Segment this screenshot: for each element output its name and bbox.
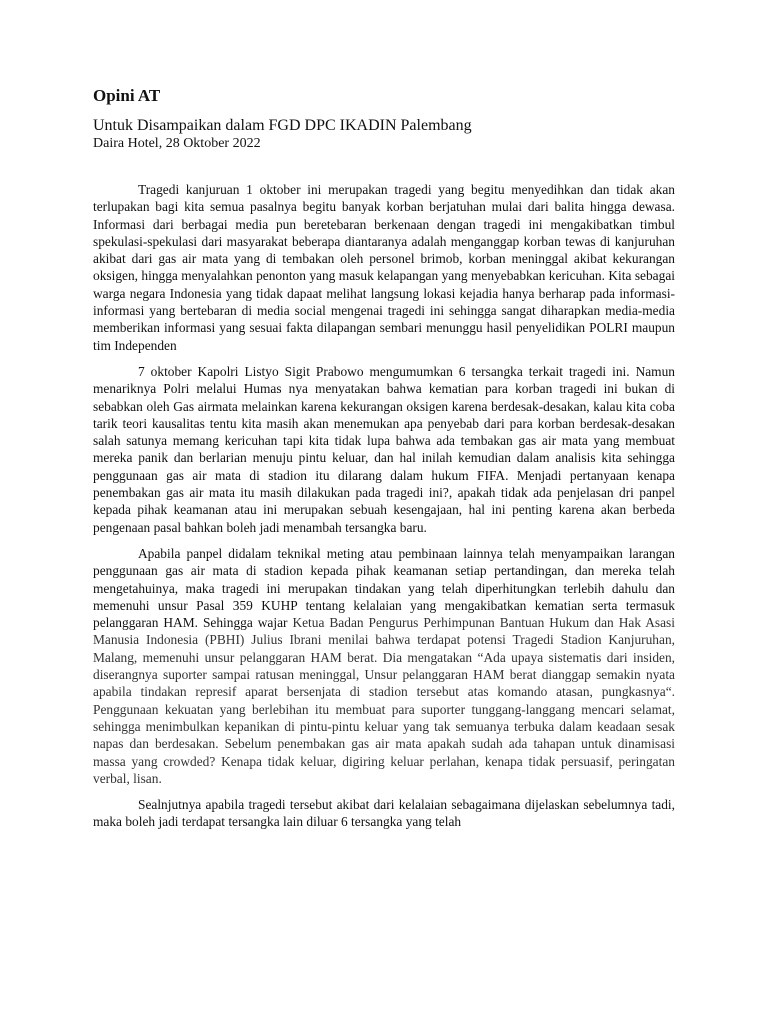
document-subtitle: Untuk Disampaikan dalam FGD DPC IKADIN Palembang [93,117,472,134]
paragraph-3 [93,545,675,787]
document-page [93,84,675,831]
paragraph-1: Tragedi kanjuruan 1 oktober ini merupakan tragedi yang begitu menyedihkan dan tidak akan terlupakan bagi kita semua pasalnya begitu banyak korban berjatuhan mulai dari balita hingga dewasa. Informasi dari berbagai media pun beretebaran berkenaan dengan tragedi ini mengakibatkan timbul spekulasi-spekulasi dari masyarakat beberapa diantaranya adalah menganggap korban tewas di kanjuruhan akibat dari gas air mata yang di tembakan oleh personel brimob, korban meninggal akibat kekurangan oksigen, hingga menyalahkan penonton yang masuk kelapangan yang menyebabkan kericuhan. Kita sebagai warga negara Indonesia yang tidak dapaat melihat langsung lokasi kejadia hanya berharap pada informasi-informasi yang bertebaran di media social mengenai tragedi ini sehingga sangat diharapkan media-media memberikan informasi yang sesuai fakta dilapangan sembari menunggu hasil penyelidikan POLRI maupun tim Independen [93,182,675,353]
paragraph-4: Sealnjutnya apabila tragedi tersebut akibat dari kelalaian sebagaimana dijelaskan sebelumnya tadi, maka boleh jadi terdapat tersangka lain diluar 6 tersangka yang telah [93,797,675,830]
document-venue-date: Daira Hotel, 28 Oktober 2022 [93,136,261,151]
paragraph-3-part-2: Ketua Badan Pengurus Perhimpunan Bantuan Hukum dan Hak Asasi Manusia Indonesia (PBHI) Julius Ibrani menilai bahwa terdapat potensi Tragedi Stadion Kanjuruhan, Malang, memenuhi unsur pelanggaran HAM berat. Dia mengatakan “Ada upaya sistematis dari insiden, diserangnya suporter sampai ratusan meninggal, Unsur pelanggaran HAM berat dianggap semakin nyata apabila tindakan represif aparat bersenjata di stadion tersebut atas komando atasan, pungkasnya“. Penggunaan kekuatan yang berlebihan itu membuat para suporter tunggang-langgang mencari selamat, sehingga menimbulkan kepanikan di pintu-pintu keluar yang tak semuanya terbuka dalam keadaan sesak napas dan berdesakan. Sebelum penembakan gas air mata apakah sudah ada tahapan untuk dinamisasi massa yang crowded? Kenapa tidak keluar, digiring keluar perlahan, kenapa tidak persuasif, peringatan verbal, lisan. [93,615,675,786]
paragraph-3-part-1: Apabila panpel didalam teknikal meting atau pembinaan lainnya telah menyampaikan larangan penggunaan gas air mata di stadion kepada pihak keamanan setiap pertandingan, dan mereka telah mengetahuinya, maka tragedi ini merupakan tindakan yang telah diperhitungkan terlebih dahulu dan memenuhi unsur Pasal 359 KUHP tentang kelalaian yang mengakibatkan kematian serta termasuk pelanggaran HAM. Sehingga wajar [93,545,675,631]
document-title: Opini AT [93,86,161,105]
paragraph-2: 7 oktober Kapolri Listyo Sigit Prabowo mengumumkan 6 tersangka terkait tragedi ini. Namun menariknya Polri melalui Humas nya menyatakan bahwa kematian para korban tragedi ini bukan di sebabkan oleh Gas airmata melainkan karena kekurangan oksigen karena berdesak-desakan, kalau kita coba tarik teori kausalitas tentu kita masih akan menemukan apa penyebab dari para korban berdesak-desakan salah satunya memang kericuhan tapi kita tidak lupa bahwa ada tembakan gas air mata yang membuat mereka panik dan berlarian menuju pintu keluar, dan hal inilah kemudian dalam analisis kita sehingga penggunaan gas air mata di stadion itu dilarang dalam hukum FIFA. Menjadi pertanyaan kenapa penembakan gas air mata itu masih dilakukan pada tragedi ini?, apakah tidak ada penjelasan dri panpel kepada pihak keamanan atau ini merupakan sebuah kesengajaan, hal ini penting karena akan berbeda pengenaan pasal bahkan boleh jadi menambah tersangka baru. [93,363,675,535]
